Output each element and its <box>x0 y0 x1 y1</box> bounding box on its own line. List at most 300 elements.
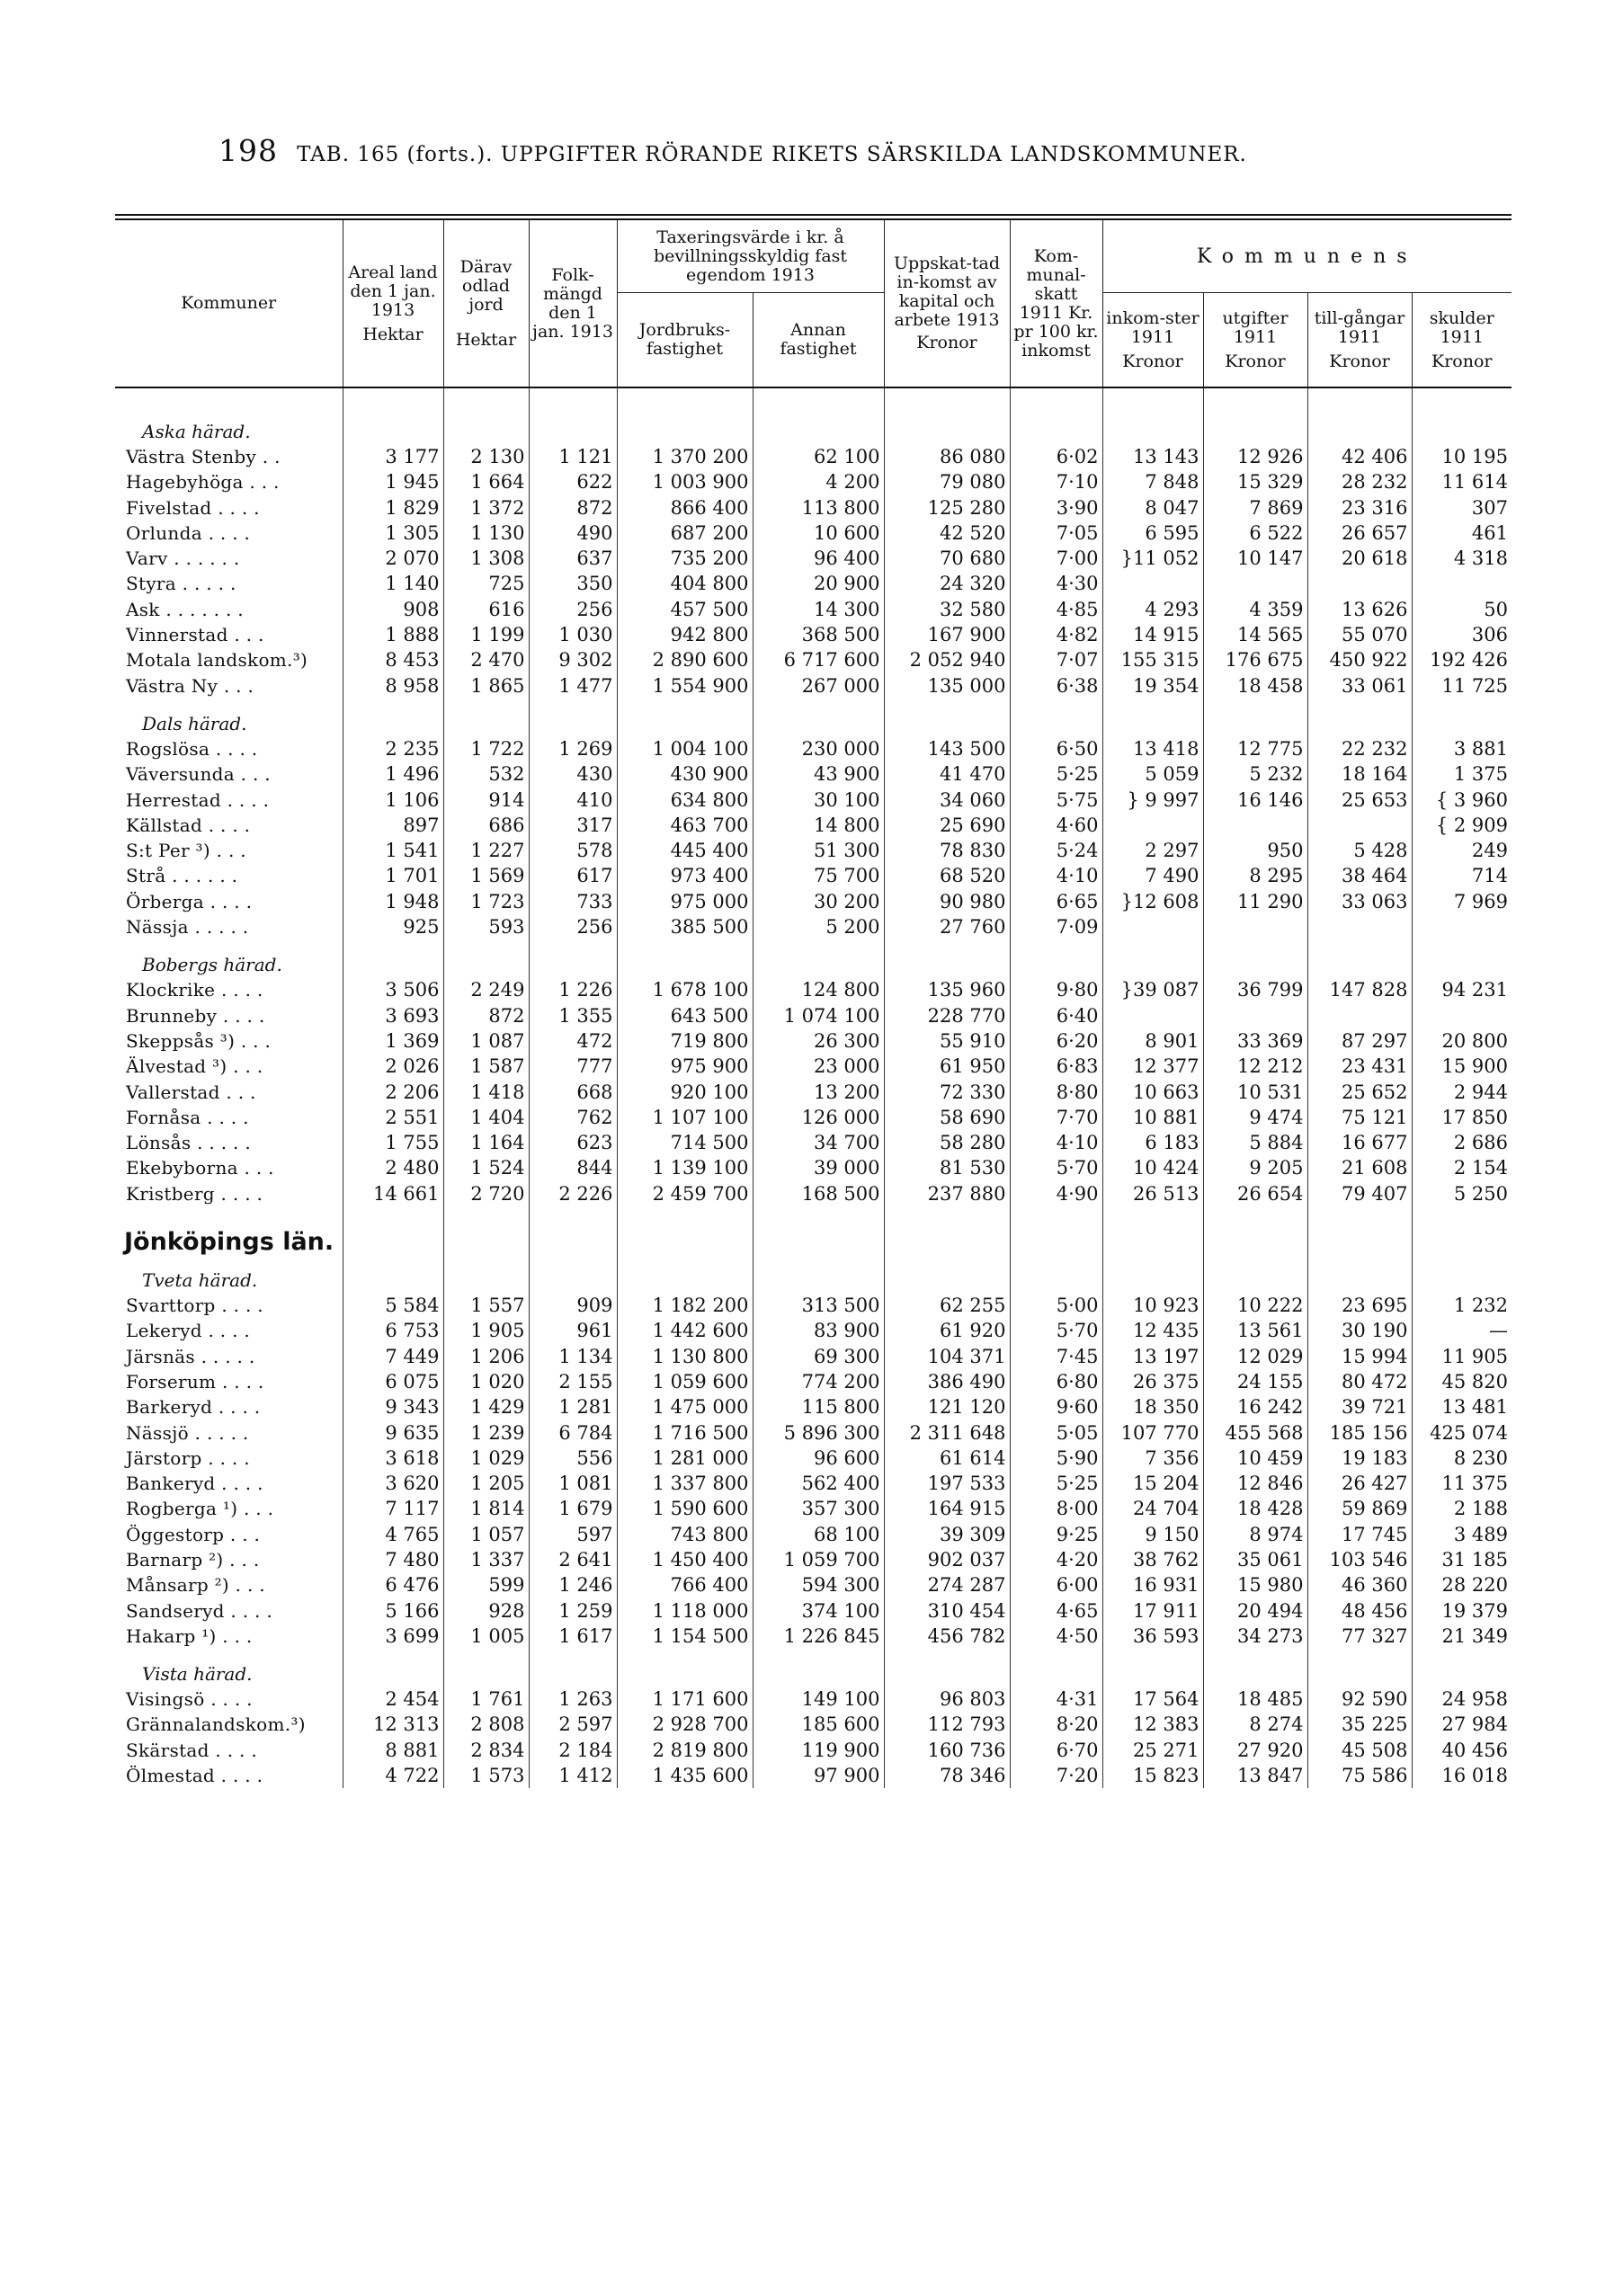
table-cell: 48 456 <box>1307 1598 1412 1624</box>
table-cell: 12 435 <box>1102 1318 1203 1343</box>
spacer-cell <box>1203 1206 1307 1255</box>
municipality-name: Skeppsås ³) . . . <box>115 1028 343 1054</box>
table-cell: 307 <box>1471 496 1509 519</box>
table-cell: 1 029 <box>443 1446 529 1471</box>
table-cell: 1 722 <box>443 736 529 761</box>
table-cell: 97 900 <box>753 1763 884 1788</box>
table-cell <box>1102 914 1203 939</box>
table-cell: 96 803 <box>884 1686 1010 1712</box>
table-cell: 450 922 <box>1307 647 1412 672</box>
table-cell: 7·70 <box>1010 1105 1102 1130</box>
table-cell: 7·45 <box>1010 1344 1102 1369</box>
table-cell: 124 800 <box>753 977 884 1002</box>
table-cell: 25 690 <box>884 813 1010 838</box>
municipality-name: Järsnäs . . . . . <box>115 1344 343 1369</box>
table-cell: 8·80 <box>1010 1080 1102 1105</box>
table-row <box>115 1344 1512 1369</box>
spacer-cell <box>443 1255 529 1293</box>
table-cell: 5 896 300 <box>753 1420 884 1446</box>
table-cell: 27 760 <box>884 914 1010 939</box>
table-cell: 643 500 <box>617 1003 753 1028</box>
table-cell <box>1102 1003 1203 1028</box>
spacer-cell <box>1102 1255 1203 1293</box>
table-cell <box>1102 571 1203 596</box>
table-cell: 96 400 <box>753 546 884 571</box>
table-cell: 15 994 <box>1307 1344 1412 1369</box>
table-cell: 430 900 <box>617 761 753 787</box>
spacer-cell <box>1010 387 1102 406</box>
table-cell: 39 000 <box>753 1155 884 1180</box>
spacer-cell <box>529 699 617 736</box>
spacer-cell <box>443 1649 529 1686</box>
table-cell: 6·65 <box>1010 889 1102 914</box>
table-cell: 774 200 <box>753 1369 884 1394</box>
table-cell: 634 800 <box>617 788 753 813</box>
section-row <box>115 699 1512 736</box>
table-cell: 2 819 800 <box>617 1738 753 1763</box>
municipality-name: Fornåsa . . . . <box>115 1105 343 1130</box>
spacer-cell <box>753 1206 884 1255</box>
col-header-darav <box>443 218 529 388</box>
table-cell: 457 500 <box>617 597 753 622</box>
spacer-cell <box>443 406 529 444</box>
col-header-kommuner: Kommuner <box>115 218 343 388</box>
table-cell: 766 400 <box>617 1572 753 1597</box>
table-row <box>115 1763 1512 1788</box>
table-cell: 11 905 <box>1441 1345 1509 1367</box>
table-cell: 12 212 <box>1203 1054 1307 1079</box>
table-cell: 8 958 <box>343 673 443 699</box>
table-cell: 1 130 <box>443 521 529 546</box>
table-cell: 5 584 <box>343 1293 443 1318</box>
statistics-table <box>115 214 1512 1788</box>
table-row <box>115 1394 1512 1419</box>
table-cell: 317 <box>529 813 617 838</box>
table-cell: 844 <box>529 1155 617 1180</box>
table-cell: 578 <box>529 838 617 863</box>
col-header-utgifter-label: utgifter 1911 <box>1222 307 1289 347</box>
table-cell: 1 404 <box>443 1105 529 1130</box>
table-cell: 19 183 <box>1307 1446 1412 1471</box>
table-cell: 30 200 <box>753 889 884 914</box>
spacer-cell <box>443 387 529 406</box>
table-cell: 617 <box>529 863 617 888</box>
table-cell: 61 614 <box>884 1446 1010 1471</box>
spacer-cell <box>1010 1649 1102 1686</box>
table-row <box>115 1130 1512 1155</box>
table-cell: 27 920 <box>1203 1738 1307 1763</box>
table-cell: 1 617 <box>529 1624 617 1649</box>
section-title: Tveta härad. <box>115 1255 343 1293</box>
table-cell: 103 546 <box>1307 1547 1412 1572</box>
table-cell: 3 699 <box>343 1624 443 1649</box>
municipality-name: Forserum . . . . <box>115 1369 343 1394</box>
table-cell: 94 231 <box>1441 979 1509 1001</box>
col-header-inkomster-label: inkom-ster 1911 <box>1106 307 1199 347</box>
table-cell: 1 496 <box>343 761 443 787</box>
table-cell: 743 800 <box>617 1522 753 1547</box>
spacer-cell <box>1203 699 1307 736</box>
spacer-cell <box>617 406 753 444</box>
table-cell: } 9 997 <box>1102 788 1203 813</box>
table-row <box>115 914 1512 939</box>
spacer-cell <box>884 1206 1010 1255</box>
table-cell: 1 524 <box>443 1155 529 1180</box>
table-cell: 59 869 <box>1307 1496 1412 1521</box>
table-cell: 267 000 <box>753 673 884 699</box>
table-cell: 26 375 <box>1102 1369 1203 1394</box>
table-cell: 6·50 <box>1010 736 1102 761</box>
table-cell: 7 490 <box>1102 863 1203 888</box>
table-cell: 4·30 <box>1010 571 1102 596</box>
table-cell: 92 590 <box>1307 1686 1412 1712</box>
table-cell: 7 117 <box>343 1496 443 1521</box>
table-cell: 78 346 <box>884 1763 1010 1788</box>
table-cell: 14 661 <box>343 1181 443 1206</box>
table-cell: 1 057 <box>443 1522 529 1547</box>
table-cell: 3 489 <box>1453 1523 1509 1545</box>
municipality-name: Motala landskom.³) <box>115 647 343 672</box>
table-row <box>115 1420 1512 1446</box>
table-cell: 1 059 700 <box>753 1547 884 1572</box>
table-row <box>115 1496 1512 1521</box>
table-cell: 385 500 <box>617 914 753 939</box>
spacer-cell <box>1307 939 1412 977</box>
table-cell: 51 300 <box>753 838 884 863</box>
table-cell: 7 449 <box>343 1344 443 1369</box>
table-cell: 36 799 <box>1203 977 1307 1002</box>
table-cell: 1 814 <box>443 1496 529 1521</box>
table-cell: 2 052 940 <box>884 647 1010 672</box>
col-header-tillgangar-unit: Kronor <box>1329 351 1390 371</box>
col-header-uppskattad <box>884 218 1010 388</box>
municipality-name: Kristberg . . . . <box>115 1181 343 1206</box>
table-row <box>115 597 1512 622</box>
table-cell: 725 <box>443 571 529 596</box>
municipality-name: Västra Ny . . . <box>115 673 343 699</box>
table-cell: 26 300 <box>753 1028 884 1054</box>
spacer-cell <box>529 387 617 406</box>
table-cell: 3 693 <box>343 1003 443 1028</box>
table-cell: 2 459 700 <box>617 1181 753 1206</box>
table-cell: 112 793 <box>884 1712 1010 1737</box>
table-cell: 2 834 <box>443 1738 529 1763</box>
table-cell: 113 800 <box>753 495 884 521</box>
section-title: Vista härad. <box>115 1649 343 1686</box>
table-row <box>115 647 1512 672</box>
table-cell: 386 490 <box>884 1369 1010 1394</box>
table-cell: 975 900 <box>617 1054 753 1079</box>
table-cell: 472 <box>529 1028 617 1054</box>
table-cell: 79 080 <box>884 469 1010 494</box>
table-row <box>115 977 1512 1002</box>
table-row <box>115 622 1512 647</box>
table-cell: 1 372 <box>443 495 529 521</box>
table-cell: 38 762 <box>1102 1547 1203 1572</box>
municipality-name: Fivelstad . . . . <box>115 495 343 521</box>
table-cell: 9 343 <box>343 1394 443 1419</box>
table-cell: 456 782 <box>884 1624 1010 1649</box>
table-cell: 2 470 <box>443 647 529 672</box>
table-cell: 45 820 <box>1441 1370 1509 1393</box>
table-cell: 164 915 <box>884 1496 1010 1521</box>
municipality-name: Hagebyhöga . . . <box>115 469 343 494</box>
table-cell: 2 551 <box>343 1105 443 1130</box>
table-cell: 430 <box>529 761 617 787</box>
col-header-annan-fastighet: Annan fastighet <box>753 293 884 388</box>
table-cell: 115 800 <box>753 1394 884 1419</box>
table-cell: 8 295 <box>1203 863 1307 888</box>
municipality-name: Svarttorp . . . . <box>115 1293 343 1318</box>
table-cell: 35 061 <box>1203 1547 1307 1572</box>
table-cell <box>1307 813 1412 838</box>
table-cell: 2 311 648 <box>884 1420 1010 1446</box>
table-cell: 62 255 <box>884 1293 1010 1318</box>
table-cell: 20 618 <box>1307 546 1412 571</box>
col-header-darav-label: Därav odlad jord <box>459 256 513 315</box>
section-row <box>115 406 1512 444</box>
table-cell: 897 <box>343 813 443 838</box>
table-cell: 6·80 <box>1010 1369 1102 1394</box>
table-cell: 176 675 <box>1203 647 1307 672</box>
table-cell: 17 850 <box>1441 1106 1509 1128</box>
table-cell: 13 200 <box>753 1080 884 1105</box>
table-cell: 36 593 <box>1102 1624 1203 1649</box>
municipality-name: Järstorp . . . . <box>115 1446 343 1471</box>
municipality-name: Sandseryd . . . . <box>115 1598 343 1624</box>
spacer-cell <box>884 1255 1010 1293</box>
table-row <box>115 813 1512 838</box>
table-cell: 2 720 <box>443 1181 529 1206</box>
col-header-kommunalskatt: Kom-munal-skatt 1911 Kr. pr 100 kr. inkomst <box>1010 218 1102 388</box>
table-cell: 197 533 <box>884 1471 1010 1496</box>
table-cell: 6 717 600 <box>753 647 884 672</box>
section-title: Dals härad. <box>115 699 343 736</box>
table-cell: 1 107 100 <box>617 1105 753 1130</box>
table-cell: 310 454 <box>884 1598 1010 1624</box>
table-cell: 237 880 <box>884 1181 1010 1206</box>
table-cell: 10 147 <box>1203 546 1307 571</box>
table-cell: 1 435 600 <box>617 1763 753 1788</box>
table-cell: 274 287 <box>884 1572 1010 1597</box>
table-cell: 6 595 <box>1102 521 1203 546</box>
table-cell: 1 337 800 <box>617 1471 753 1496</box>
spacer-cell <box>617 387 753 406</box>
table-cell: 1 134 <box>529 1344 617 1369</box>
table-cell: 14 915 <box>1102 622 1203 647</box>
table-row <box>115 1080 1512 1105</box>
table-cell: 909 <box>529 1293 617 1318</box>
table-cell: 11 614 <box>1441 471 1509 494</box>
section-row <box>115 1255 1512 1293</box>
table-cell: 58 690 <box>884 1105 1010 1130</box>
table-cell: 20 800 <box>1441 1029 1509 1052</box>
spacer-cell <box>1203 406 1307 444</box>
table-cell: 55 910 <box>884 1028 1010 1054</box>
spacer-cell <box>753 1255 884 1293</box>
table-cell: 2 155 <box>529 1369 617 1394</box>
table-cell: 4·10 <box>1010 1130 1102 1155</box>
table-cell: 11 375 <box>1441 1473 1509 1495</box>
table-row <box>115 1003 1512 1028</box>
table-cell: 6·83 <box>1010 1054 1102 1079</box>
table-cell: 7 969 <box>1453 890 1509 912</box>
table-cell: 4·50 <box>1010 1624 1102 1649</box>
municipality-name: Vallerstad . . . <box>115 1080 343 1105</box>
table-cell: 6·00 <box>1010 1572 1102 1597</box>
table-cell: 1 370 200 <box>617 444 753 469</box>
table-cell: 17 564 <box>1102 1686 1203 1712</box>
table-cell: 10 459 <box>1203 1446 1307 1471</box>
table-row <box>115 1624 1512 1649</box>
table-cell: 8 901 <box>1102 1028 1203 1054</box>
municipality-name: Lönsås . . . . . <box>115 1130 343 1155</box>
table-cell <box>1102 813 1203 838</box>
table-cell: 34 060 <box>884 788 1010 813</box>
table-cell: 24 704 <box>1102 1496 1203 1521</box>
table-cell: 68 100 <box>753 1522 884 1547</box>
table-cell: 12 846 <box>1203 1471 1307 1496</box>
table-cell: 90 980 <box>884 889 1010 914</box>
municipality-name: Väversunda . . . <box>115 761 343 787</box>
spacer-cell <box>753 1649 884 1686</box>
table-cell: 4 359 <box>1203 597 1307 622</box>
table-cell: 599 <box>443 1572 529 1597</box>
table-cell: 34 700 <box>753 1130 884 1155</box>
municipality-name: Nässjö . . . . . <box>115 1420 343 1446</box>
table-cell: 9 150 <box>1102 1522 1203 1547</box>
page-header <box>218 133 1567 169</box>
table-cell: 1 905 <box>443 1318 529 1343</box>
col-header-folkmangd: Folk-mängd den 1 jan. 1913 <box>529 218 617 388</box>
table-cell: 2 226 <box>529 1181 617 1206</box>
table-cell: 1 246 <box>529 1572 617 1597</box>
table-cell: 2 235 <box>343 736 443 761</box>
table-cell: 490 <box>529 521 617 546</box>
table-row <box>115 1547 1512 1572</box>
table-cell: 2 184 <box>529 1738 617 1763</box>
table-cell: 33 369 <box>1203 1028 1307 1054</box>
table-cell: 7·05 <box>1010 521 1102 546</box>
table-cell: 975 000 <box>617 889 753 914</box>
table-cell: 15 329 <box>1203 469 1307 494</box>
table-cell: 1 239 <box>443 1420 529 1446</box>
table-cell: 562 400 <box>753 1471 884 1496</box>
table-cell: 168 500 <box>753 1181 884 1206</box>
table-cell: 1 263 <box>529 1686 617 1712</box>
spacer-cell <box>1102 406 1203 444</box>
table-cell: 5 059 <box>1102 761 1203 787</box>
spacer-cell <box>884 1649 1010 1686</box>
table-cell: 10 923 <box>1102 1293 1203 1318</box>
table-cell: 1 226 845 <box>753 1624 884 1649</box>
table-cell: 668 <box>529 1080 617 1105</box>
spacer-cell <box>1307 387 1412 406</box>
spacer-cell <box>617 1255 753 1293</box>
table-cell: 4 318 <box>1453 547 1509 570</box>
table-cell: 33 061 <box>1307 673 1412 699</box>
table-cell: 30 190 <box>1307 1318 1412 1343</box>
table-cell: 686 <box>443 813 529 838</box>
spacer-cell <box>1412 1255 1512 1293</box>
table-cell: 70 680 <box>884 546 1010 571</box>
table-cell: 1 716 500 <box>617 1420 753 1446</box>
table-cell: 10 600 <box>753 521 884 546</box>
table-cell: 23 695 <box>1307 1293 1412 1318</box>
section-title: Aska härad. <box>115 406 343 444</box>
spacer-cell <box>1412 387 1512 406</box>
table-cell: 1 059 600 <box>617 1369 753 1394</box>
table-cell: 6 183 <box>1102 1130 1203 1155</box>
table-cell: 16 931 <box>1102 1572 1203 1597</box>
table-cell: 3 506 <box>343 977 443 1002</box>
table-cell: 119 900 <box>753 1738 884 1763</box>
table-cell: 866 400 <box>617 495 753 521</box>
table-cell: 2 130 <box>443 444 529 469</box>
table-cell: 5·25 <box>1010 1471 1102 1496</box>
col-header-tillgangar-label: till-gångar 1911 <box>1314 307 1405 347</box>
table-cell: 185 156 <box>1307 1420 1412 1446</box>
table-cell: 687 200 <box>617 521 753 546</box>
table-cell: 597 <box>529 1522 617 1547</box>
table-cell: 15 980 <box>1203 1572 1307 1597</box>
table-cell: 5·75 <box>1010 788 1102 813</box>
table-cell: 1 140 <box>343 571 443 596</box>
table-cell: 1 678 100 <box>617 977 753 1002</box>
table-cell: 7·07 <box>1010 647 1102 672</box>
table-cell: 1 587 <box>443 1054 529 1079</box>
table-cell: 357 300 <box>753 1496 884 1521</box>
table-cell: 228 770 <box>884 1003 1010 1028</box>
table-cell: 40 456 <box>1441 1739 1509 1761</box>
table-cell: 7 869 <box>1203 495 1307 521</box>
table-cell: 2 928 700 <box>617 1712 753 1737</box>
table-cell: 26 657 <box>1307 521 1412 546</box>
table-cell: 461 <box>1471 521 1509 544</box>
table-cell: 4·82 <box>1010 622 1102 647</box>
table-cell: 6 522 <box>1203 521 1307 546</box>
spacer-cell <box>617 1206 753 1255</box>
table-cell: 6·40 <box>1010 1003 1102 1028</box>
table-cell: 1 308 <box>443 546 529 571</box>
table-cell: 104 371 <box>884 1344 1010 1369</box>
table-cell: 14 565 <box>1203 622 1307 647</box>
table-cell: 79 407 <box>1307 1181 1412 1206</box>
table-cell: 925 <box>343 914 443 939</box>
table-cell: 733 <box>529 889 617 914</box>
table-cell: 950 <box>1203 838 1307 863</box>
col-header-uppskattad-unit: Kronor <box>916 333 977 352</box>
table-cell: { 2 909 <box>1435 814 1509 836</box>
spacer-cell <box>1102 939 1203 977</box>
table-cell: 4 722 <box>343 1763 443 1788</box>
table-cell: 1 226 <box>529 977 617 1002</box>
table-cell: 30 100 <box>753 788 884 813</box>
spacer-cell <box>1010 1206 1102 1255</box>
table-cell: 735 200 <box>617 546 753 571</box>
table-cell: 155 315 <box>1102 647 1203 672</box>
table-cell: 920 100 <box>617 1080 753 1105</box>
table-cell: 18 485 <box>1203 1686 1307 1712</box>
table-cell: 20 900 <box>753 571 884 596</box>
table-cell: 1 130 800 <box>617 1344 753 1369</box>
table-cell: 12 377 <box>1102 1054 1203 1079</box>
table-cell: 1 429 <box>443 1394 529 1419</box>
municipality-name: Nässja . . . . . <box>115 914 343 939</box>
table-cell: 3 881 <box>1453 737 1509 760</box>
table-cell: 18 164 <box>1307 761 1412 787</box>
table-cell: 719 800 <box>617 1028 753 1054</box>
